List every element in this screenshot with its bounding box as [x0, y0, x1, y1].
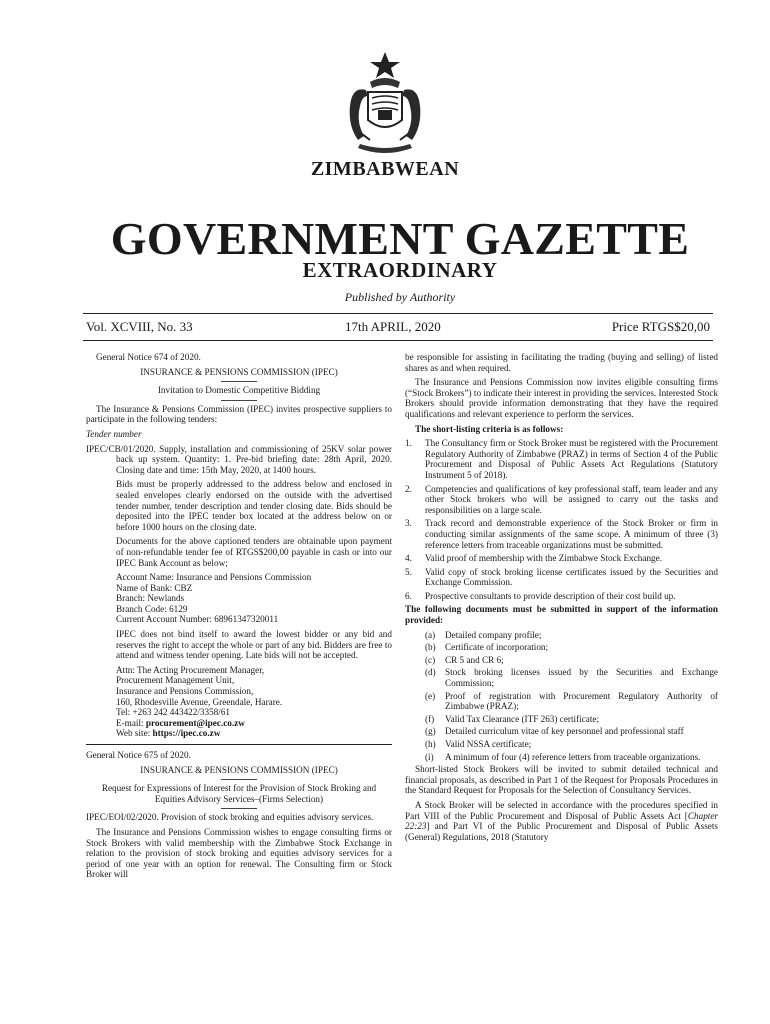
document-letter: (h)	[425, 739, 436, 749]
criteria-number: 3.	[405, 518, 412, 529]
published-by-authority: Published by Authority	[344, 290, 456, 304]
selection-paragraph	[405, 800, 718, 842]
document-letter: (b)	[425, 642, 436, 653]
criteria-item	[405, 518, 718, 550]
tender-item: IPEC/CB/01/2020. Supply, installation and commissioning of 25KV solar power back up system. Quantity: 1. Pre-bid briefing date: 28th April, 2020. Closing date and time: 15th May, 2020, at 1400 hours.	[86, 443, 392, 475]
document-text: Valid NSSA certificate;	[445, 739, 532, 749]
document-letter: (a)	[425, 629, 436, 640]
document-letter: (i)	[425, 751, 434, 762]
criteria-item	[405, 567, 718, 588]
criteria-number: 2.	[405, 483, 412, 494]
notice-674-org: INSURANCE & PENSIONS COMMISSION (IPEC)	[140, 366, 338, 377]
notice-675-heading: General Notice 675 of 2020.	[86, 750, 191, 760]
bids-paragraph: Bids must be properly addressed to the address below and enclosed in sealed envelopes clearly endorsed on the outside with the advertised tender number, tender description and tender closing date. Bids should be deposited into the IPEC tender box located at the address below on or before 1000 hours on the closing date.	[116, 479, 392, 532]
criteria-item	[405, 553, 718, 564]
document-letter: (d)	[425, 667, 436, 678]
criteria-text: Track record and demonstrable experience of the Stock Broker or firm in conducting similar assignments of the same scope. A minimum of three (3) reference letters from traceable organizations must be submitted.	[425, 518, 718, 550]
document-item	[405, 691, 718, 712]
document-text: A minimum of four (4) reference letters from traceable organizations.	[445, 751, 701, 762]
contact-website-link[interactable]: https://ipec.co.zw	[152, 728, 221, 739]
criteria-number: 6.	[405, 590, 412, 601]
issue-date: 17th APRIL, 2020	[345, 319, 441, 334]
document-item	[405, 752, 718, 763]
criteria-number: 5.	[405, 566, 412, 577]
notice-675-invitation: The Insurance and Pensions Commission now invites eligible consulting firms (“Stock Brokers”) to indicate their interest in providing the services. Interested Stock Brokers should provide information demonstrating that they have the required qualifications and relevant experience to perform the services.	[405, 377, 718, 419]
document-item	[405, 642, 718, 653]
contact-address: Attn: The Acting Procurement Manager, Procurement Management Unit, Insurance and Pensions Commission, 160, Rhodesville Avenue, Greendale, Harare. Tel: +263 242 443422/3358/61	[116, 664, 283, 718]
document-text: Stock broking licenses issued by the Securities and Exchange Commission;	[445, 667, 718, 689]
contact-email-line	[86, 718, 392, 729]
document-item	[405, 739, 718, 750]
short-divider	[221, 400, 257, 401]
document-text: Valid Tax Clearance (ITF 263) certificate;	[445, 713, 600, 724]
document-item	[405, 726, 718, 737]
document-item	[405, 630, 718, 641]
selection-text-start: A Stock Broker will be selected in accordance with the procedures specified in Part VIII of the Public Procurement and Disposal of Public Assets Act [	[405, 799, 718, 821]
documents-list	[405, 630, 718, 763]
document-text: CR 5 and CR 6;	[445, 654, 504, 665]
notice-674-heading: General Notice 674 of 2020.	[96, 352, 201, 362]
contact-email-link[interactable]: procurement@ipec.co.zw	[145, 717, 245, 728]
document-letter: (e)	[425, 690, 436, 701]
gazette-subtitle: EXTRAORDINARY	[302, 258, 498, 282]
short-divider	[221, 381, 257, 382]
notice-675-subject: Request for Expressions of Interest for the Provision of Stock Broking and Equities Advisory Services–(Firms Selection)	[101, 783, 377, 804]
issue-info-bar	[83, 313, 713, 341]
criteria-item	[405, 591, 718, 602]
criteria-item	[405, 438, 718, 480]
bank-account-details: Account Name: Insurance and Pensions Commission Name of Bank: CBZ Branch: Newlands Branch Code: 6129 Current Account Number: 68961347320011	[116, 572, 312, 625]
ipec-disclaimer: IPEC does not bind itself to award the lowest bidder or any bid and reserves the right to accept the whole or part of any bid. Bidders are free to attend and witness tender opening. Late bids will not be accepted.	[116, 629, 392, 661]
document-item	[405, 667, 718, 688]
criteria-heading: The short-listing criteria is as follows:	[415, 423, 564, 434]
document-text: Certificate of incorporation;	[445, 642, 549, 653]
selection-chapter: Chapter 22:23	[405, 810, 718, 832]
right-column	[405, 352, 718, 846]
volume-number: Vol. XCVIII, No. 33	[86, 319, 193, 334]
document-text: Detailed company profile;	[445, 629, 542, 640]
criteria-number: 4.	[405, 553, 412, 564]
document-letter: (f)	[425, 713, 435, 724]
gazette-country: ZIMBABWEAN	[310, 158, 460, 180]
issue-price: Price RTGS$20,00	[611, 319, 710, 334]
notice-675-intro: The Insurance and Pensions Commission wishes to engage consulting firms or Stock Brokers with valid membership with the Zimbabwe Stock Exchange in relation to the provision of stock broking and equities advisory services for a period of one year with an option for renewal. The Consulting firm or Stock Broker will	[86, 826, 392, 880]
document-text: Proof of registration with Procurement Regulatory Authority of Zimbabwe (PRAZ);	[445, 690, 718, 712]
criteria-item	[405, 484, 718, 516]
criteria-text: Competencies and qualifications of key professional staff, team leader and any other Stock brokers who will be assigned to carry out the tasks and responsibilities on a large scale.	[425, 483, 718, 515]
criteria-number: 1.	[405, 438, 412, 449]
short-divider	[221, 779, 257, 780]
criteria-list	[405, 438, 718, 601]
notice-675-reference: IPEC/EOI/02/2020. Provision of stock broking and equities advisory services.	[86, 812, 374, 823]
document-letter: (g)	[425, 726, 436, 737]
notice-675-org: INSURANCE & PENSIONS COMMISSION (IPEC)	[140, 764, 338, 775]
notice-divider	[86, 744, 392, 745]
document-item	[405, 655, 718, 666]
criteria-text: Valid proof of membership with the Zimbabwe Stock Exchange.	[425, 553, 663, 564]
gazette-title: GOVERNMENT GAZETTE	[110, 213, 690, 264]
criteria-text: Valid copy of stock broking license certificates issued by the Securities and Exchange Commission.	[425, 566, 718, 588]
criteria-text: The Consultancy firm or Stock Broker must be registered with the Procurement Regulatory Authority of Zimbabwe (PRAZ) in terms of Section 4 of the Public Procurement and Disposal of Public Assets Act Regulations (Statutory Instrument 5 of 2018).	[425, 438, 718, 480]
document-text: Detailed curriculum vitae of key personnel and professional staff	[445, 726, 684, 737]
contact-website-line	[86, 728, 392, 739]
notice-675-continued: be responsible for assisting in facilitating the trading (buying and selling) of listed shares as and when required.	[405, 352, 718, 373]
documents-paragraph: Documents for the above captioned tenders are obtainable upon payment of non-refundable tender fee of RTGS$200,00 payable in cash or into our IPEC Bank Account as below;	[116, 536, 392, 568]
coat-of-arms-emblem	[340, 48, 430, 158]
notice-674-subject: Invitation to Domestic Competitive Bidding	[157, 385, 321, 396]
criteria-text: Prospective consultants to provide description of their cost build up.	[425, 590, 676, 601]
shortlisted-paragraph: Short-listed Stock Brokers will be invited to submit detailed technical and financial proposals, as described in Part 1 of the Request for Proposals Procedures in the Standard Request for Proposals for the Selection of Consultancy Services.	[405, 764, 718, 796]
email-label: E-mail:	[116, 717, 146, 728]
short-divider	[221, 808, 257, 809]
tender-number-label: Tender number	[86, 428, 142, 439]
left-column	[86, 352, 392, 884]
document-item	[405, 714, 718, 725]
document-letter: (c)	[425, 654, 436, 665]
documents-heading: The following documents must be submitted in support of the information provided:	[405, 604, 718, 626]
selection-text-end: ] and Part VI of the Public Procurement and Disposal of Public Assets (General) Regulations, 2018 (Statutory	[405, 821, 718, 842]
notice-674-intro: The Insurance & Pensions Commission (IPEC) invites prospective suppliers to participate in the following tenders:	[86, 403, 392, 425]
website-label: Web site:	[116, 728, 153, 739]
